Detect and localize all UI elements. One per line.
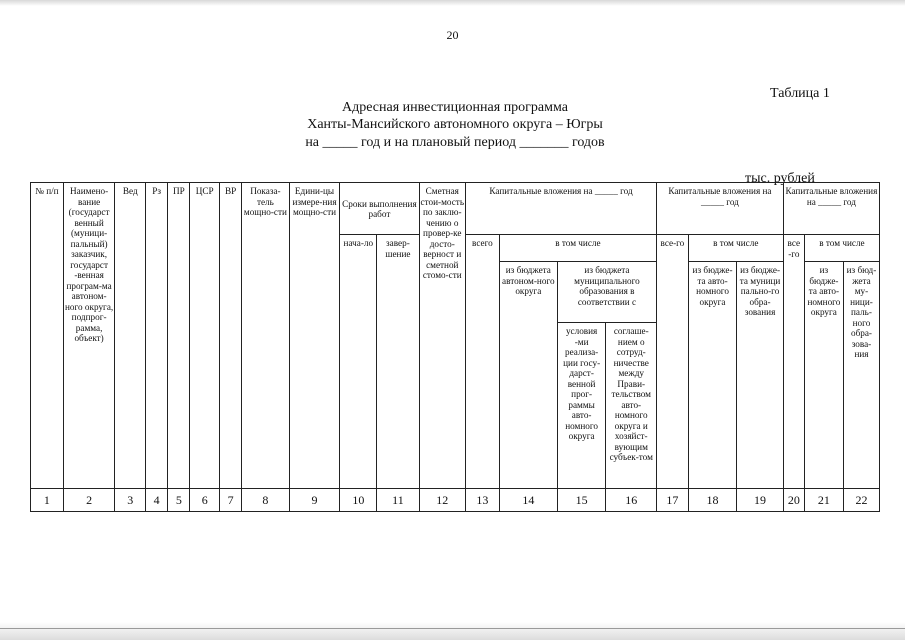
header-terms: Сроки выполнения работ [340,183,419,235]
header-estimated-cost: Сметная стои-мость по заклю-чению о провер-ке досто-верност и сметной стомо-сти [419,183,465,489]
column-number: 7 [219,489,241,512]
header-vr: ВР [219,183,241,489]
column-number: 6 [190,489,220,512]
header-rz: Рз [146,183,168,489]
column-number: 9 [289,489,340,512]
investment-program-table [30,182,880,512]
header-auto-budget-1: из бюджета автоном-ного округа [499,262,557,489]
header-pr: ПР [168,183,190,489]
column-number: 2 [63,489,115,512]
header-end: завер-шение [377,235,419,489]
header-ved: Вед [115,183,146,489]
header-capital-2: Капитальные вложения на _____ год [657,183,784,235]
header-name: Наимено-вание (государст венный (муници-пальный) заказчик, государст -венная програм-ма автоном-ного округа, подпрог-рамма, объект) [63,183,115,489]
column-number: 10 [340,489,377,512]
header-muni-budget-1: из бюджета муниципального образования в соответствии с [557,262,656,323]
header-total-1: всего [466,235,500,489]
scan-bottom-line [0,628,905,629]
header-cooperation-agreement: соглаше-нием о сотруд-ничестве между Прави-тельством авто-номного округа и хозяйст-вующим субъек-том [606,323,657,489]
page-number: 20 [446,28,459,42]
column-numbers-row [31,489,880,512]
header-capacity-units: Едини-цы измере-ния мощно-сти [289,183,340,489]
column-number: 13 [466,489,500,512]
scan-bottom-edge [0,622,905,640]
column-number: 20 [783,489,804,512]
column-number: 21 [804,489,843,512]
scan-top-edge [0,0,905,6]
header-capital-1: Капитальные вложения на _____ год [466,183,657,235]
title-line-1: Адресная инвестиционная программа [342,100,568,115]
header-auto-budget-2: из бюдже-та авто-номного округа [688,262,737,489]
column-number: 12 [419,489,465,512]
column-number: 1 [31,489,64,512]
header-including-3: в том числе [804,235,879,262]
header-including-1: в том числе [499,235,656,262]
column-number: 18 [688,489,737,512]
header-state-program-conditions: условия -ми реализа-ции госу-дарст-венной прог-раммы авто-номного округа [557,323,606,489]
header-capacity-indicator: Показа-тель мощно-сти [242,183,290,489]
header-number: № п/п [31,183,64,489]
header-csr: ЦСР [190,183,220,489]
column-number: 5 [168,489,190,512]
column-number: 8 [242,489,290,512]
header-total-2: все-го [657,235,689,489]
title-line-2: Ханты-Мансийского автономного округа – Югры [307,117,603,132]
header-capital-3: Капитальные вложения на _____ год [783,183,879,235]
header-total-3: все -го [783,235,804,489]
header-muni-budget-2: из бюдже-та муници пально-го обра-зования [737,262,783,489]
column-number: 3 [115,489,146,512]
table-label: Таблица 1 [770,86,830,101]
units-label: тыс. рублей [745,171,815,186]
column-number: 4 [146,489,168,512]
header-including-2: в том числе [688,235,783,262]
column-number: 16 [606,489,657,512]
header-start: нача-ло [340,235,377,489]
column-number: 17 [657,489,689,512]
column-number: 19 [737,489,783,512]
column-number: 22 [843,489,879,512]
header-auto-budget-3: из бюдже-та авто-номного округа [804,262,843,489]
column-number: 14 [499,489,557,512]
column-number: 11 [377,489,419,512]
header-muni-budget-3: из бюд-жета му-ници-паль-ного обра-зова-ния [843,262,879,489]
title-line-3: на _____ год и на плановый период _______ годов [305,135,605,150]
column-number: 15 [557,489,606,512]
